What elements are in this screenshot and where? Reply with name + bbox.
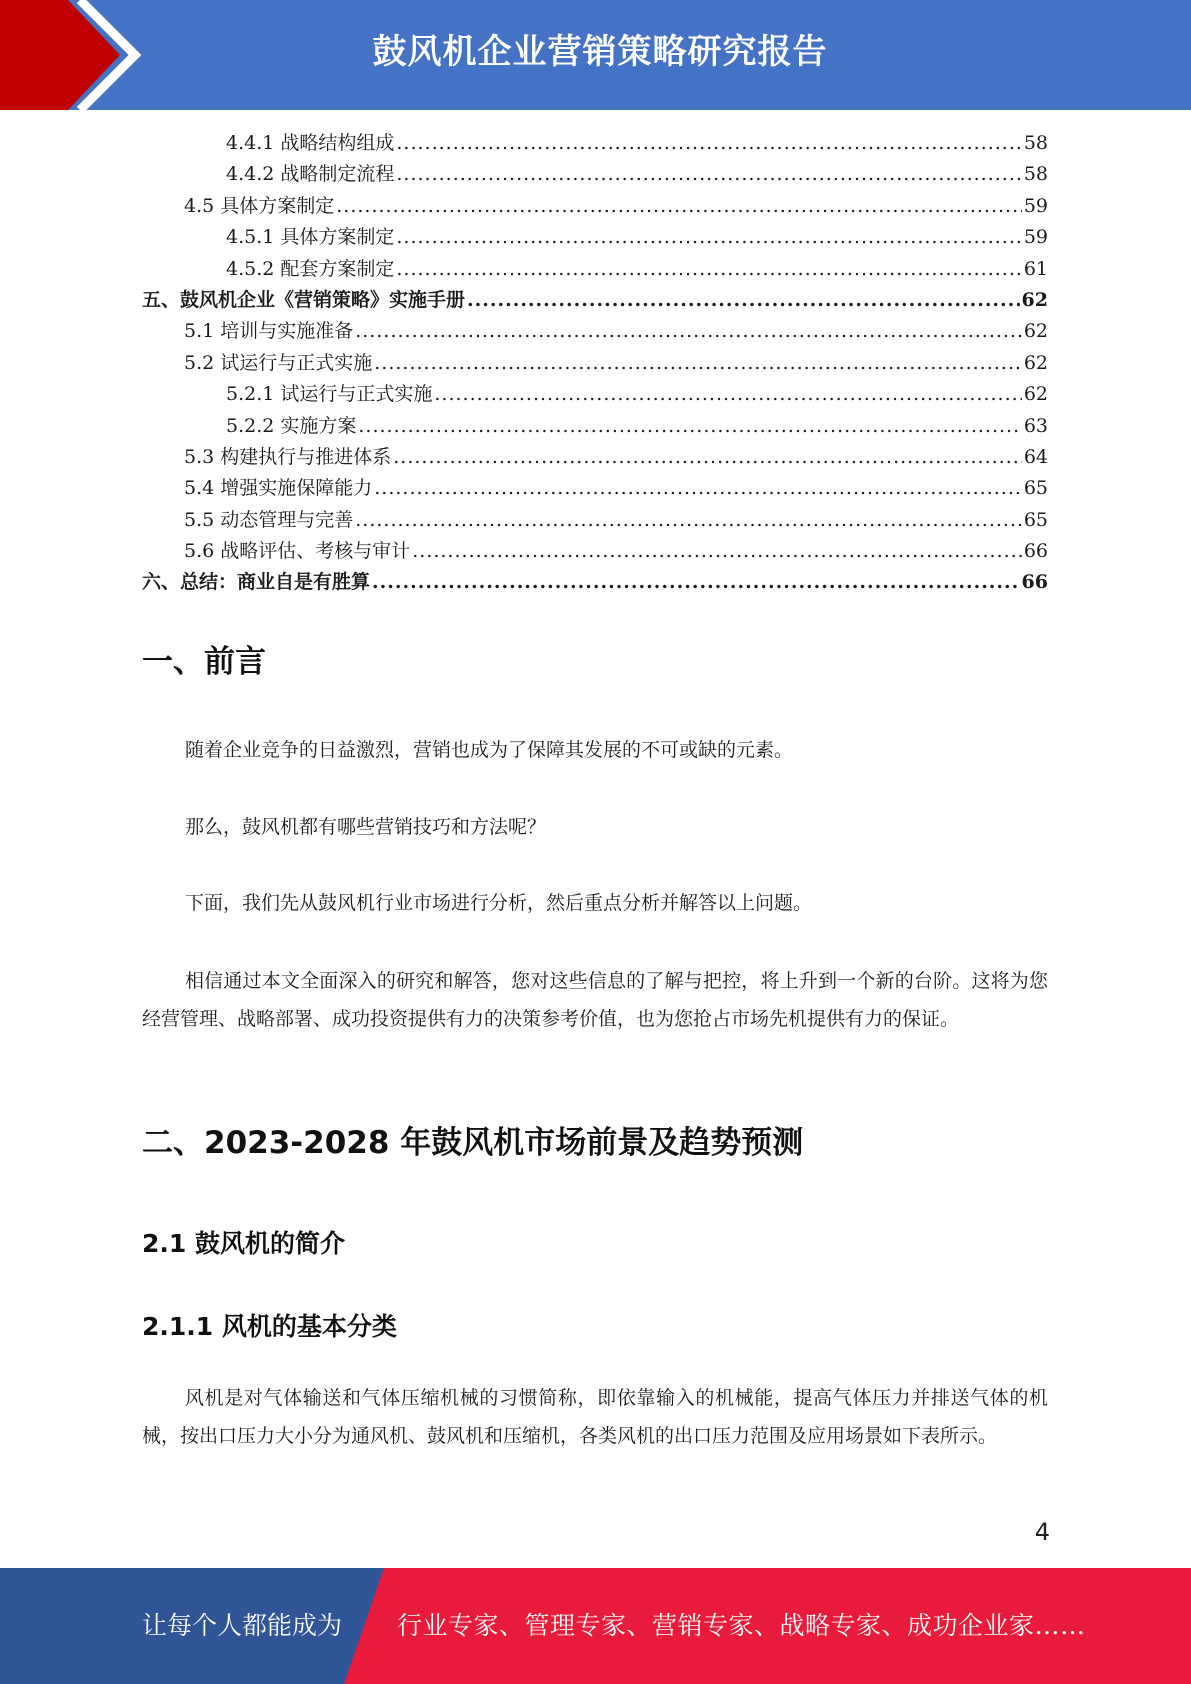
- toc-dot-leader: [396, 163, 1021, 185]
- toc-dot-leader: [374, 477, 1022, 499]
- toc-entry-page: 66: [1021, 571, 1048, 594]
- toc-dot-leader: [396, 226, 1021, 248]
- toc-entry-page: 59: [1023, 194, 1048, 217]
- toc-entry-page: 62: [1023, 383, 1048, 406]
- toc-entry-label: 5.2.2 实施方案: [226, 414, 357, 437]
- toc-entry-label: 5.2.1 试运行与正式实施: [226, 383, 433, 406]
- toc-dot-leader: [393, 446, 1022, 468]
- toc-entry-page: 66: [1023, 540, 1048, 563]
- toc-entry-label: 4.5 具体方案制定: [184, 194, 335, 217]
- toc-dot-leader: [358, 415, 1021, 437]
- toc-dot-leader: [374, 352, 1022, 374]
- table-of-contents: [142, 128, 1048, 599]
- toc-entry[interactable]: [142, 222, 1048, 253]
- toc-entry[interactable]: [142, 159, 1048, 190]
- toc-entry[interactable]: [142, 348, 1048, 379]
- toc-entry-label: 5.5 动态管理与完善: [184, 508, 354, 531]
- page-number: 4: [1034, 1518, 1050, 1546]
- toc-dot-leader: [396, 132, 1021, 154]
- toc-entry[interactable]: [142, 191, 1048, 222]
- toc-dot-leader: [336, 195, 1022, 217]
- toc-entry-page: 62: [1023, 320, 1048, 343]
- section-2-1-1-paragraph: 风机是对气体输送和气体压缩机械的习惯简称，即依靠输入的机械能，提高气体压力并排送气体的机械，按出口压力大小分为通风机、鼓风机和压缩机，各类风机的出口压力范围及应用场景如下表所示。: [142, 1387, 1048, 1447]
- section-1-heading: 一、前言: [142, 644, 266, 680]
- toc-entry-label: 5.2 试运行与正式实施: [184, 351, 373, 374]
- toc-entry-label: 5.4 增强实施保障能力: [184, 477, 373, 500]
- toc-entry-page: 64: [1023, 445, 1048, 468]
- toc-entry[interactable]: [142, 536, 1048, 567]
- toc-dot-leader: [396, 258, 1021, 280]
- toc-dot-leader: [467, 289, 1020, 311]
- toc-entry-page: 65: [1023, 477, 1048, 500]
- toc-entry[interactable]: [142, 254, 1048, 285]
- report-title: 鼓风机企业营销策略研究报告: [372, 32, 828, 72]
- toc-entry-page: 58: [1023, 132, 1048, 154]
- toc-entry-page: 65: [1023, 508, 1048, 531]
- toc-entry[interactable]: [142, 128, 1048, 159]
- section-1-paragraph-3: 下面，我们先从鼓风机行业市场进行分析，然后重点分析并解答以上问题。: [185, 892, 813, 914]
- toc-entry-label: 4.5.2 配套方案制定: [226, 257, 395, 280]
- toc-dot-leader: [372, 571, 1020, 593]
- toc-entry[interactable]: [142, 442, 1048, 473]
- toc-entry-label: 4.4.1 战略结构组成: [226, 132, 395, 154]
- toc-dot-leader: [412, 540, 1022, 562]
- toc-entry-label: 5.1 培训与实施准备: [184, 320, 354, 343]
- toc-dot-leader: [355, 320, 1022, 342]
- toc-entry[interactable]: [142, 505, 1048, 536]
- toc-entry-page: 63: [1023, 414, 1048, 437]
- toc-entry[interactable]: [142, 411, 1048, 442]
- header-arrow-decoration: [0, 0, 160, 110]
- section-2-heading: 二、2023-2028 年鼓风机市场前景及趋势预测: [142, 1125, 804, 1161]
- toc-entry-label: 六、总结：商业自是有胜算: [142, 571, 371, 594]
- section-1-paragraph-2: 那么，鼓风机都有哪些营销技巧和方法呢？: [185, 816, 547, 838]
- section-2-1-1-heading: 2.1.1 风机的基本分类: [142, 1312, 397, 1341]
- toc-entry-label: 五、鼓风机企业《营销策略》实施手册: [142, 288, 466, 311]
- section-2-1-heading: 2.1 鼓风机的简介: [142, 1229, 345, 1258]
- toc-entry[interactable]: [142, 379, 1048, 410]
- page-header: [0, 0, 1191, 110]
- toc-dot-leader: [355, 509, 1022, 531]
- toc-entry[interactable]: [142, 316, 1048, 347]
- toc-entry-page: 59: [1023, 226, 1048, 249]
- toc-entry-page: 58: [1023, 163, 1048, 186]
- toc-entry-page: 62: [1023, 351, 1048, 374]
- page-footer: [0, 1568, 1191, 1684]
- toc-entry[interactable]: [142, 567, 1048, 598]
- toc-entry-page: 61: [1023, 257, 1048, 280]
- section-1-paragraph-1: 随着企业竞争的日益激烈，营销也成为了保障其发展的不可或缺的元素。: [185, 739, 794, 761]
- toc-entry[interactable]: [142, 473, 1048, 504]
- footer-slogan-right: 行业专家、管理专家、营销专家、战略专家、成功企业家……: [397, 1611, 1086, 1640]
- toc-entry-label: 5.3 构建执行与推进体系: [184, 445, 392, 468]
- toc-entry[interactable]: [142, 285, 1048, 316]
- toc-entry-label: 5.6 战略评估、考核与审计: [184, 540, 411, 563]
- section-1-paragraph-4: 相信通过本文全面深入的研究和解答，您对这些信息的了解与把控，将上升到一个新的台阶。这将为您经营管理、战略部署、成功投资提供有力的决策参考价值，也为您抢占市场先机提供有力的保证。: [142, 970, 1048, 1030]
- toc-entry-label: 4.4.2 战略制定流程: [226, 163, 395, 186]
- toc-dot-leader: [434, 383, 1021, 405]
- toc-entry-page: 62: [1021, 288, 1048, 311]
- toc-entry-label: 4.5.1 具体方案制定: [226, 226, 395, 249]
- footer-slogan-left: 让每个人都能成为: [142, 1611, 343, 1640]
